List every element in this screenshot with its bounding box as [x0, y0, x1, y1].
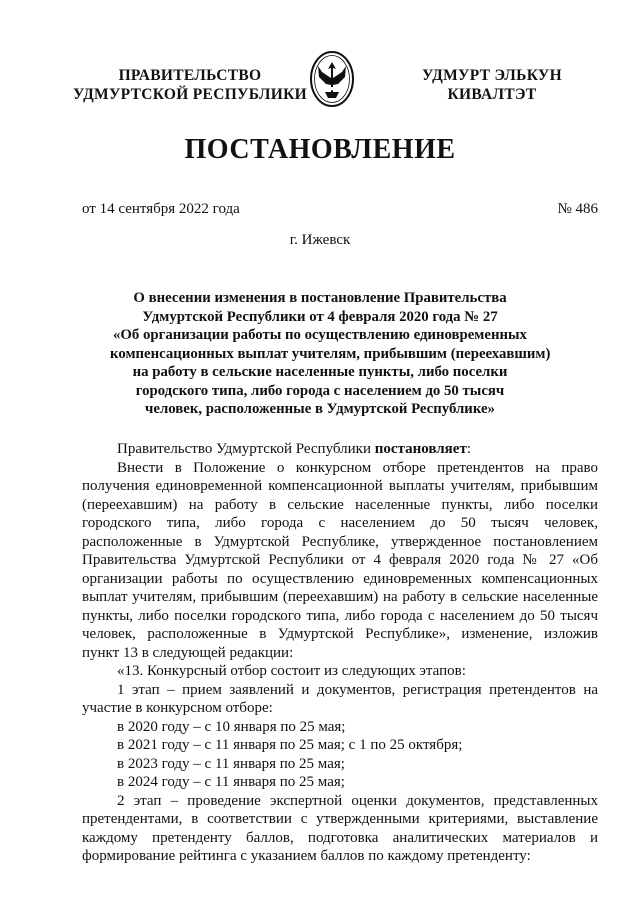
body-line: расположенные в Удмуртской Республике, утвержденное постановлением — [82, 533, 598, 550]
body-line: Правительства Удмуртской Республики от 4 февраля 2020 года № 27 «Об — [82, 552, 598, 568]
body-line: (переехавшим) на работу в сельские населенные пункты, либо поселки — [82, 496, 598, 513]
subject-line: человек, расположенные в Удмуртской Республике» — [145, 401, 495, 417]
body-line: в 2020 году – с 10 января по 25 мая; — [117, 718, 346, 735]
body-line: в 2023 году – с 11 января по 25 мая; — [117, 755, 345, 772]
body-line: в 2024 году – с 11 января по 25 мая; — [117, 774, 345, 790]
body-line: Внести в Положение о конкурсном отборе претендентов на право — [117, 459, 598, 476]
document-body — [82, 440, 598, 866]
body-line: формирование рейтинга с указанием баллов по каждому претенденту: — [82, 848, 531, 864]
body-line: 2 этап – проведение экспертной оценки документов, представленных — [117, 792, 598, 809]
government-name-line-2: УДМУРТСКОЙ РЕСПУБЛИКИ — [72, 86, 307, 103]
body-line: каждому претенденту баллов, подготовка аналитических материалов и — [82, 829, 598, 846]
document-date: от 14 сентября 2022 года — [82, 201, 240, 217]
intro-text: Правительство Удмуртской Республики — [117, 441, 375, 457]
body-line: выплат учителям, прибывшим (переехавшим) на работу в сельские населенные — [82, 589, 598, 605]
document-subject — [110, 289, 551, 419]
government-name-udmurt-line-1: УДМУРТ ЭЛЬКУН — [422, 67, 562, 84]
subject-line: компенсационных выплат учителям, прибывшим (переехавшим) — [110, 345, 551, 362]
body-line: получения единовременной компенсационной выплаты учителям, прибывшим — [82, 478, 598, 494]
subject-line: «Об организации работы по осуществлению единовременных — [113, 327, 527, 343]
body-line: человек, расположенные в Удмуртской Республике», изменение, изложив — [82, 626, 598, 642]
body-line: в 2021 году – с 11 января по 25 мая; с 1 по 25 октября; — [117, 737, 463, 753]
body-line: организации работы по осуществлению единовременных компенсационных — [82, 570, 598, 587]
document-city: г. Ижевск — [289, 232, 351, 248]
government-name-udmurt-line-2: КИВАЛТЭТ — [447, 86, 537, 103]
body-line: претендентами, в соответствии с утвержденными критериями, выставление — [82, 811, 598, 827]
intro-bold-text: постановляет — [374, 441, 467, 457]
body-line: городского типа, либо города с населением до 50 тысяч человек, — [82, 515, 598, 531]
body-line: «13. Конкурсный отбор состоит из следующих этапов: — [117, 663, 466, 679]
intro-end-text: : — [466, 441, 471, 457]
body-line: участие в конкурсном отборе: — [82, 700, 273, 716]
subject-line: Удмуртской Республики от 4 февраля 2020 года № 27 — [142, 308, 498, 325]
subject-line: О внесении изменения в постановление Правительства — [133, 290, 507, 306]
subject-line: на работу в сельские населенные пункты, либо поселки — [132, 364, 508, 380]
document-number: № 486 — [557, 201, 598, 217]
government-name-udmurt — [402, 66, 582, 104]
body-line: пункт 13 в следующей редакции: — [82, 644, 294, 661]
udmurt-coat-of-arms-icon — [309, 50, 355, 108]
government-name-russian — [60, 66, 320, 104]
document-title: ПОСТАНОВЛЕНИЕ — [184, 134, 456, 165]
body-line: пункты, либо поселки городского типа, либо города с населением до 50 тысяч — [82, 607, 598, 624]
subject-line: городского типа, либо города с населением до 50 тысяч — [135, 382, 505, 399]
government-name-line-1: ПРАВИТЕЛЬСТВО — [118, 67, 262, 84]
body-line: 1 этап – прием заявлений и документов, регистрация претендентов на — [117, 681, 598, 698]
intro-line — [82, 440, 598, 459]
